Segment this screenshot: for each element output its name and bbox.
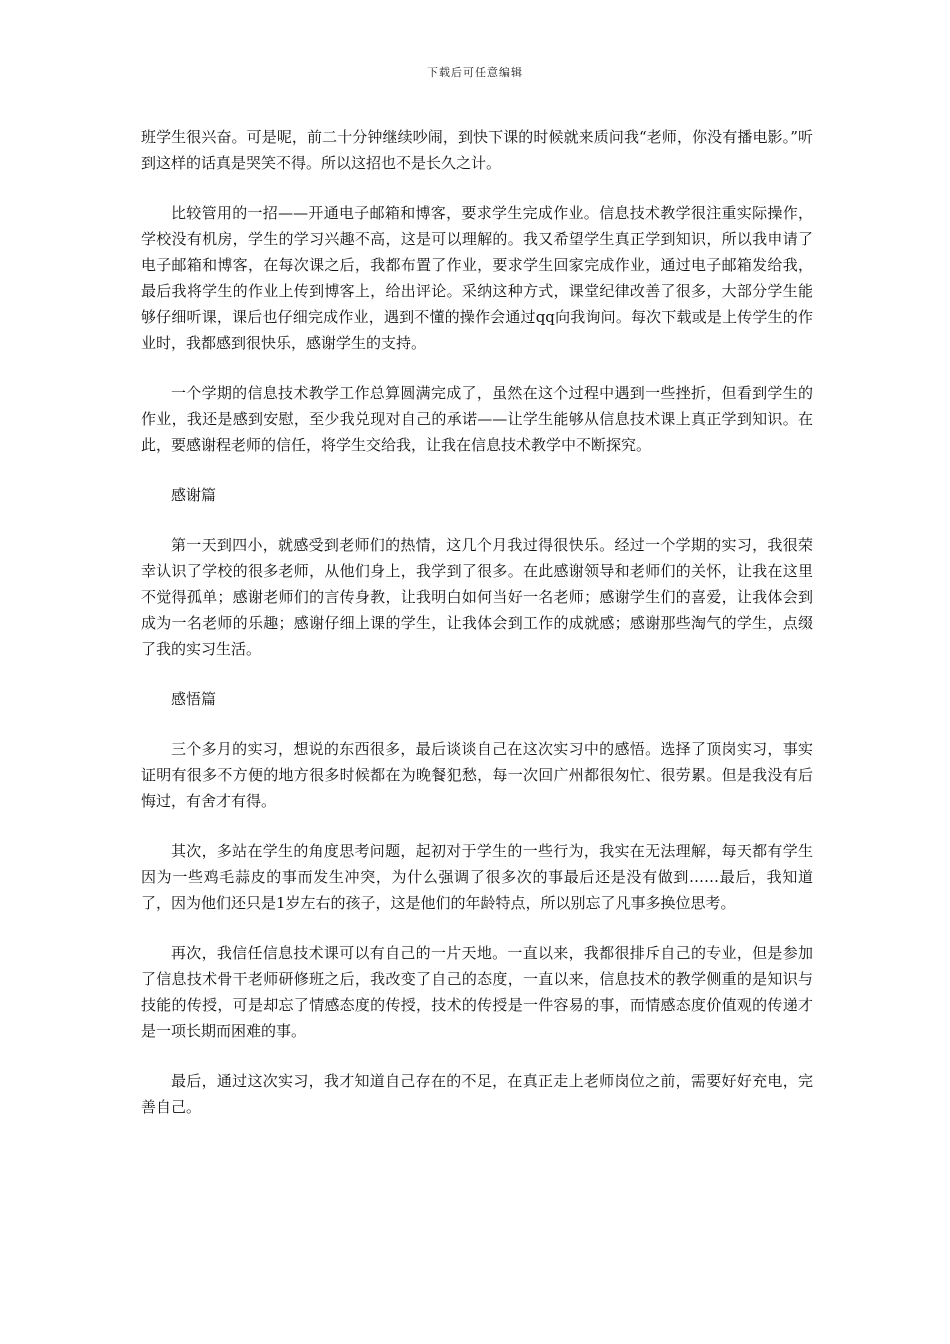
page-header: 下载后可任意编辑 <box>427 66 523 79</box>
document-body <box>141 124 813 1144</box>
paragraph: 再次，我信任信息技术课可以有自己的一片天地。一直以来，我都很排斥自己的专业，但是参加了信息技术骨干老师研修班之后，我改变了自己的态度，一直以来，信息技术的教学侧重的是知识与技能的传授，可是却忘了情感态度的传授，技术的传授是一件容易的事，而情感态度价值观的传递才是一项长期而困难的事。 <box>141 944 813 1040</box>
section-heading-thanks: 感谢篇 <box>171 486 217 504</box>
section-heading-reflections: 感悟篇 <box>171 690 217 708</box>
paragraph: 最后，通过这次实习，我才知道自己存在的不足，在真正走上老师岗位之前，需要好好充电，完善自己。 <box>141 1072 813 1116</box>
paragraph: 比较管用的一招——开通电子邮箱和博客，要求学生完成作业。信息技术教学很注重实际操作，学校没有机房，学生的学习兴趣不高，这是可以理解的。我又希望学生真正学到知识，所以我申请了电子邮箱和博客，在每次课之后，我都布置了作业，要求学生回家完成作业，通过电子邮箱发给我，最后我将学生的作业上传到博客上，给出评论。采纳这种方式，课堂纪律改善了很多，大部分学生能够仔细听课，课后也仔细完成作业，遇到不懂的操作会通过qq向我询问。每次下载或是上传学生的作业时，我都感到很快乐，感谢学生的支持。 <box>141 204 813 352</box>
paragraph: 三个多月的实习，想说的东西很多，最后谈谈自己在这次实习中的感悟。选择了顶岗实习，事实证明有很多不方便的地方很多时候都在为晚餐犯愁，每一次回广州都很匆忙、很劳累。但是我没有后悔过，有舍才有得。 <box>141 740 813 810</box>
paragraph-continuation: 班学生很兴奋。可是呢，前二十分钟继续吵闹，到快下课的时候就来质问我“老师，你没有播电影。”听到这样的话真是哭笑不得。所以这招也不是长久之计。 <box>141 128 813 172</box>
paragraph: 第一天到四小，就感受到老师们的热情，这几个月我过得很快乐。经过一个学期的实习，我很荣幸认识了学校的很多老师，从他们身上，我学到了很多。在此感谢领导和老师们的关怀，让我在这里不觉得孤单；感谢老师们的言传身教，让我明白如何当好一名老师；感谢学生们的喜爱，让我体会到成为一名老师的乐趣；感谢仔细上课的学生，让我体会到工作的成就感；感谢那些淘气的学生，点缀了我的实习生活。 <box>141 536 813 658</box>
paragraph: 其次，多站在学生的角度思考问题，起初对于学生的一些行为，我实在无法理解，每天都有学生因为一些鸡毛蒜皮的事而发生冲突，为什么强调了很多次的事最后还是没有做到……最后，我知道了，因为他们还只是1岁左右的孩子，这是他们的年龄特点，所以别忘了凡事多换位思考。 <box>141 842 813 912</box>
paragraph: 一个学期的信息技术教学工作总算圆满完成了，虽然在这个过程中遇到一些挫折，但看到学生的作业，我还是感到安慰，至少我兑现对自己的承诺——让学生能够从信息技术课上真正学到知识。在此，要感谢程老师的信任，将学生交给我，让我在信息技术教学中不断探究。 <box>141 384 813 454</box>
